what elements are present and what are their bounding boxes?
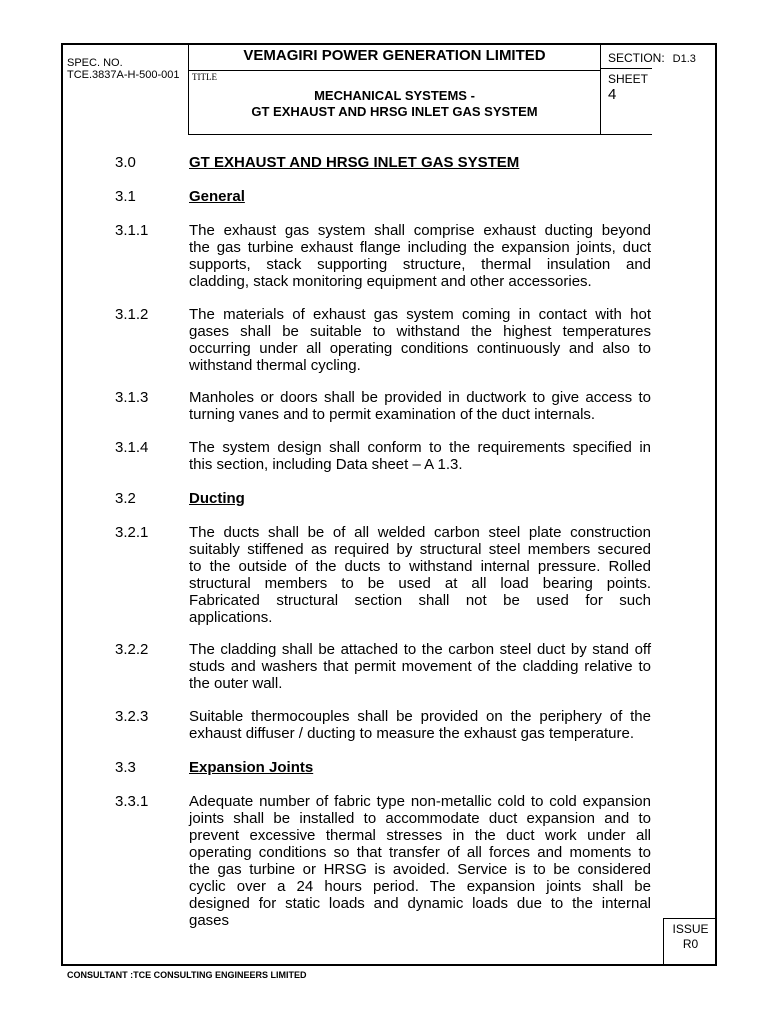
section-heading: Expansion Joints xyxy=(189,759,314,776)
clause-number: 3.2.2 xyxy=(115,641,149,658)
text-line: gases xyxy=(189,912,230,929)
paragraph xyxy=(189,641,651,692)
text-line: occurring under all operating conditions continuously and also to xyxy=(189,340,651,357)
clause-number: 3.3.1 xyxy=(115,793,149,810)
text-line: Manholes or doors shall be provided in ductwork to give access to xyxy=(189,389,651,406)
paragraph xyxy=(189,439,651,473)
text-line: cladding, stack monitoring equipment and other accessories. xyxy=(189,273,592,290)
company-name: VEMAGIRI POWER GENERATION LIMITED xyxy=(243,47,546,64)
section-heading: Ducting xyxy=(189,490,245,507)
text-line: cyclic over a 24 hours period. The expansion joints shall be xyxy=(189,878,651,895)
clause-number: 3.2.1 xyxy=(115,524,149,541)
text-line: designed for static loads and dynamic loads due to the internal xyxy=(189,895,651,912)
clause-number: 3.2 xyxy=(115,490,136,507)
title-label: TITLE xyxy=(192,72,217,82)
text-line: this section, including Data sheet – A 1.3. xyxy=(189,456,463,473)
clause-number: 3.0 xyxy=(115,154,136,171)
clause-number: 3.1.3 xyxy=(115,389,149,406)
document-title xyxy=(189,88,600,120)
section-value: D1.3 xyxy=(672,53,696,65)
paragraph xyxy=(189,389,651,423)
paragraph xyxy=(189,524,651,626)
text-line: joints shall be installed to accommodate duct expansion and to xyxy=(189,810,651,827)
sheet-label: SHEET xyxy=(608,72,649,86)
text-line: suitably stiffened as required by structural steel members secured xyxy=(189,541,651,558)
issue-box xyxy=(663,918,717,966)
section-label: SECTION: xyxy=(608,51,665,65)
divider xyxy=(600,68,652,69)
spec-label: SPEC. NO. xyxy=(67,57,123,69)
text-line: withstand thermal cycling. xyxy=(189,357,361,374)
text-line: The ducts shall be of all welded carbon steel plate construction xyxy=(189,524,651,541)
text-line: Suitable thermocouples shall be provided on the periphery of the xyxy=(189,708,651,725)
text-line: structural members to be used at all load bearing points. xyxy=(189,575,651,592)
divider xyxy=(188,134,652,135)
text-line: exhaust diffuser / ducting to measure the exhaust gas temperature. xyxy=(189,725,634,742)
text-line: operating conditions so that transfer of all forces and moments to xyxy=(189,844,651,861)
section-info xyxy=(608,51,696,65)
section-heading: General xyxy=(189,188,245,205)
section-heading: GT EXHAUST AND HRSG INLET GAS SYSTEM xyxy=(189,154,520,171)
text-line: The cladding shall be attached to the carbon steel duct by stand off xyxy=(189,641,651,658)
issue-label: ISSUE xyxy=(672,922,709,936)
paragraph xyxy=(189,222,651,290)
text-line: the gas turbine or HRSG is avoided. Service is to be considered xyxy=(189,861,651,878)
text-line: the outer wall. xyxy=(189,675,283,692)
text-line: The exhaust gas system shall comprise exhaust ducting beyond xyxy=(189,222,651,239)
text-line: Adequate number of fabric type non-metallic cold to cold expansion xyxy=(189,793,651,810)
sheet-value: 4 xyxy=(608,86,617,103)
issue-value: R0 xyxy=(682,937,699,951)
clause-number: 3.1.4 xyxy=(115,439,149,456)
paragraph xyxy=(189,793,651,929)
text-line: The materials of exhaust gas system coming in contact with hot xyxy=(189,306,651,323)
clause-number: 3.1.1 xyxy=(115,222,149,239)
footer-consultant: CONSULTANT :TCE CONSULTING ENGINEERS LIMITED xyxy=(67,970,307,980)
paragraph xyxy=(189,708,651,742)
spec-number: TCE.3837A-H-500-001 xyxy=(67,69,180,81)
text-line: gases shall be suitable to withstand the highest temperatures xyxy=(189,323,651,340)
clause-number: 3.1 xyxy=(115,188,136,205)
text-line: supports, stack supporting structure, thermal insulation and xyxy=(189,256,651,273)
text-line: prevent excessive thermal stresses in the duct work under all xyxy=(189,827,651,844)
text-line: The system design shall conform to the requirements specified in xyxy=(189,439,651,456)
text-line: studs and washers that permit movement of the cladding relative to xyxy=(189,658,651,675)
text-line: the gas turbine exhaust flange including the expansion joints, duct xyxy=(189,239,651,256)
clause-number: 3.1.2 xyxy=(115,306,149,323)
divider xyxy=(188,70,601,71)
text-line: to the outside of the ducts to withstand internal pressure. Rolled xyxy=(189,558,651,575)
text-line: turning vanes and to permit examination of the duct internals. xyxy=(189,406,596,423)
title-line: GT EXHAUST AND HRSG INLET GAS SYSTEM xyxy=(251,104,538,119)
text-line: applications. xyxy=(189,609,273,626)
paragraph xyxy=(189,306,651,374)
divider xyxy=(600,43,601,135)
clause-number: 3.2.3 xyxy=(115,708,149,725)
title-line: MECHANICAL SYSTEMS - xyxy=(314,88,475,103)
text-line: Fabricated structural section shall not be used for such xyxy=(189,592,651,609)
clause-number: 3.3 xyxy=(115,759,136,776)
